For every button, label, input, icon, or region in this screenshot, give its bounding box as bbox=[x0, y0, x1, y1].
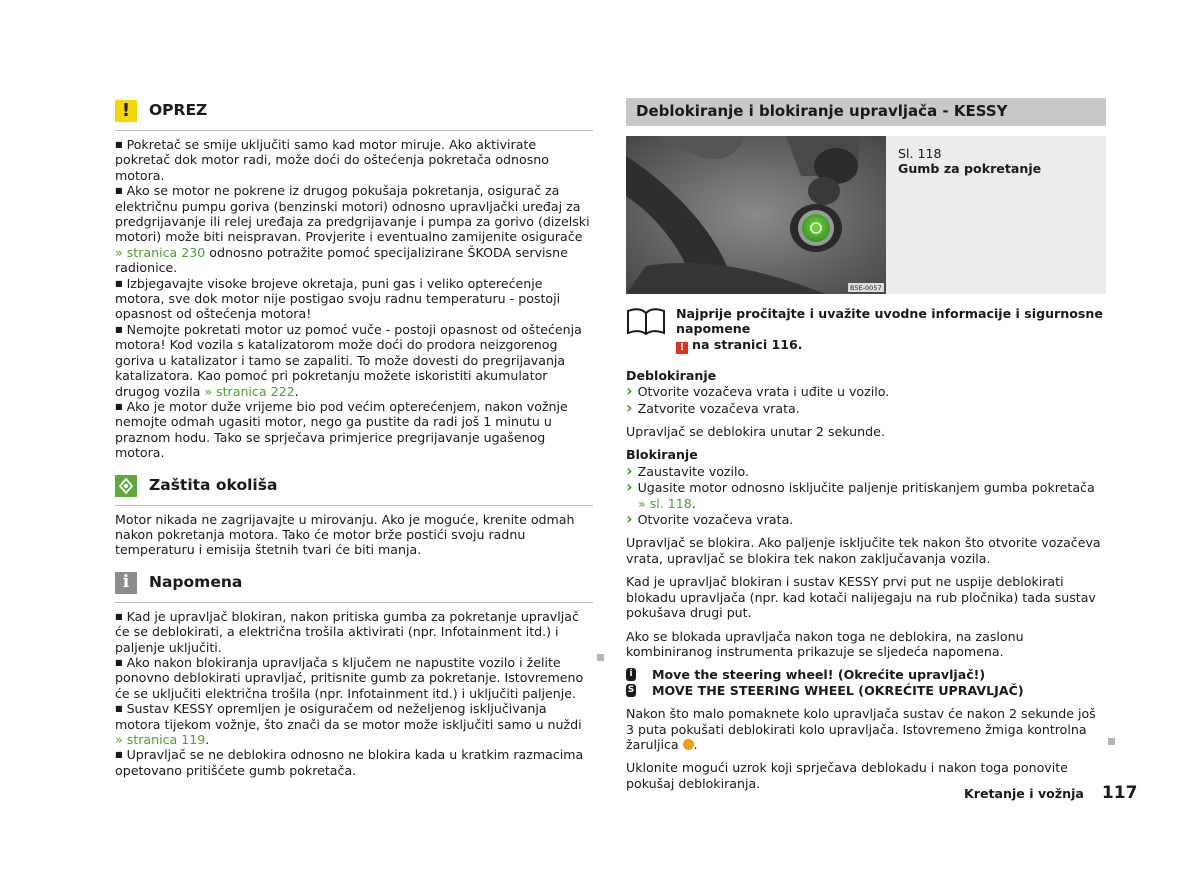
right-column bbox=[626, 98, 1106, 791]
zastita-text: Motor nikada ne zagrijavajte u mirovanju. Ako je moguće, krenite odmah nakon pokretanja motora. Tako će motor brže postići svoju radnu temperaturu i emisija štetnih tvari će biti manja. bbox=[115, 511, 575, 558]
page-link[interactable]: » stranica 119 bbox=[115, 732, 206, 747]
oprez-item-3: ■ Izbjegavajte visoke brojeve okretaja, puni gas i veliko opterećenje motora, sve dok motor nije postigao svoju radnu temperaturu - postoji opasnost od oštećenja motora! bbox=[115, 276, 593, 322]
display-message: S MOVE THE STEERING WHEEL (OKREĆITE UPRAVLJAČ) bbox=[627, 682, 1024, 698]
section-end-marker bbox=[597, 654, 604, 661]
deblokiranje-result: Upravljač se deblokira unutar 2 sekunde. bbox=[626, 424, 885, 440]
napomena-title: Napomena bbox=[149, 573, 243, 592]
start-button-photo bbox=[626, 136, 886, 294]
left-column bbox=[115, 98, 593, 778]
display-info-icon: i bbox=[626, 668, 636, 681]
blokiranje-block bbox=[626, 447, 1106, 527]
divider bbox=[115, 602, 593, 603]
warning-small-icon: ! bbox=[676, 342, 688, 354]
display-messages bbox=[626, 667, 1106, 698]
info-icon: i bbox=[115, 572, 137, 594]
figure-number: Sl. 118 bbox=[898, 146, 942, 161]
paragraph: Uklonite mogući uzrok koji sprječava deblokadu i nakon toga ponovite pokušaj deblokiranja. bbox=[626, 760, 1068, 791]
paragraph: Ako se blokada upravljača nakon toga ne deblokira, na zaslonu kombiniranog instrumenta prikazuje se sljedeća napomena. bbox=[626, 628, 1024, 659]
warning-icon: ! bbox=[115, 100, 137, 122]
napomena-item-4: ■ Upravljač se ne deblokira odnosno ne blokira kada u kratkim razmacima opetovano pritišćete gumb pokretača. bbox=[115, 747, 593, 778]
info-ref: na stranici 116. bbox=[692, 336, 803, 352]
warning-lamp-icon bbox=[683, 739, 694, 750]
paragraph: Kad je upravljač blokiran i sustav KESSY prvi put ne uspije deblokirati blokadu upravljača (npr. kad kotači nalijegaju na rub pločnika) tada sustav pokušava drugi put. bbox=[626, 574, 1096, 621]
oprez-list bbox=[115, 137, 593, 461]
paragraph: Upravljač se blokira. Ako paljenje isključite tek nakon što otvorite vozačeva vrata, upravljač se blokira tek nakon zaključavanja vozila. bbox=[626, 535, 1101, 566]
page-number: 117 bbox=[1101, 783, 1138, 803]
napomena-list bbox=[115, 609, 593, 778]
oprez-item-2: ■ Ako se motor ne pokrene iz drugog pokušaja pokretanja, osigurač za električnu pumpu goriva (benzinski motori) odnosno upravljački uređaj za predgrijavanje ili relej uređaja za predgrijavanje i pumpa za gorivo (dizelski motori) može biti neispravan. Provjerite i eventualno zamijenite osigurače » stranica 230 odnosno potražite pomoć specijalizirane ŠKODA servisne radionice. bbox=[115, 183, 593, 275]
step: › Ugasite motor odnosno isključite paljenje pritiskanjem gumba pokretača » sl. 118. bbox=[626, 479, 1106, 511]
step: › Zatvorite vozačeva vrata. bbox=[626, 400, 1106, 416]
divider bbox=[115, 505, 593, 506]
deblokiranje-heading: Deblokiranje bbox=[626, 367, 717, 383]
book-icon bbox=[626, 306, 666, 336]
oprez-item-5: ■ Ako je motor duže vrijeme bio pod većim opterećenjem, nakon vožnje nemojte odmah ugasiti motor, nego ga pustite da radi još 1 minutu u praznom hodu. Tako se sprječava primjerice pregrijavanje ugašenog motora. bbox=[115, 399, 593, 461]
step: › Otvorite vozačeva vrata i uđite u vozilo. bbox=[626, 383, 1106, 399]
chapter-title: Kretanje i vožnja bbox=[964, 786, 1084, 801]
deblokiranje-block bbox=[626, 368, 1106, 440]
oprez-title: OPREZ bbox=[149, 101, 208, 120]
figure-link[interactable]: » sl. 118 bbox=[638, 495, 692, 511]
page-footer bbox=[964, 783, 1138, 803]
napomena-header bbox=[115, 570, 593, 596]
napomena-item-2: ■ Ako nakon blokiranja upravljača s ključem ne napustite vozilo i želite ponovno deblokirati upravljač, pritisnite gumb za pokretanje. Istovremeno će se uključiti električna trošila (npr. Infotainment itd.) i uključiti paljenje. bbox=[115, 655, 593, 701]
napomena-item-1: ■ Kad je upravljač blokiran, nakon pritiska gumba za pokretanje upravljač će se deblokirati, a električna trošila aktivirati (npr. Infotainment itd.) i paljenje uključiti. bbox=[115, 609, 593, 655]
page-link[interactable]: » stranica 230 bbox=[115, 244, 206, 260]
section-title: Deblokiranje i blokiranje upravljača - KESSY bbox=[626, 98, 1106, 126]
step: › Otvorite vozačeva vrata. bbox=[626, 511, 1106, 527]
zastita-header bbox=[115, 473, 593, 499]
oprez-item-4: ■ Nemojte pokretati motor uz pomoć vuče - postoji opasnost od oštećenja motora! Kod vozila s katalizatorom može doći do prodora neizgorenog goriva u katalizator i tamo se zapaliti. To može dovesti do pregrijavanja katalizatora. Kao pomoć pri pokretanju možete iskoristiti akumulator drugog vozila » stranica 222. bbox=[115, 322, 593, 399]
display-message: i Move the steering wheel! (Okrećite upravljač!) bbox=[626, 667, 1106, 682]
display-steering-icon: S bbox=[627, 684, 635, 695]
section-end-marker bbox=[1108, 738, 1115, 745]
figure-caption bbox=[886, 136, 1041, 294]
info-text: Najprije pročitajte i uvažite uvodne informacije i sigurnosne napomene bbox=[676, 306, 1103, 337]
page-link[interactable]: » stranica 222 bbox=[204, 383, 295, 399]
figure-code: B5E-0057 bbox=[850, 284, 882, 292]
oprez-item-1: ■ Pokretač se smije uključiti samo kad motor miruje. Ako aktivirate pokretač dok motor radi, može doći do oštećenja pokretača odnosno motora. bbox=[115, 137, 593, 183]
paragraph: Nakon što malo pomaknete kolo upravljača sustav će nakon 2 sekunde još 3 puta pokušati deblokirati kolo upravljača. Istovremeno žmiga kontrolna žaruljica . bbox=[626, 706, 1096, 752]
divider bbox=[115, 130, 593, 131]
info-note bbox=[626, 306, 1106, 354]
blokiranje-heading: Blokiranje bbox=[626, 447, 698, 463]
napomena-item-3: ■ Sustav KESSY opremljen je osiguračem od neželjenog isključivanja motora tijekom vožnje, što znači da se motor može isključiti samo u nuždi » stranica 119. bbox=[115, 701, 593, 747]
step: › Zaustavite vozilo. bbox=[626, 463, 1106, 479]
figure-title: Gumb za pokretanje bbox=[898, 161, 1042, 177]
oprez-header bbox=[115, 98, 593, 124]
environment-icon bbox=[115, 475, 137, 497]
figure-block bbox=[626, 136, 1106, 294]
zastita-title: Zaštita okoliša bbox=[149, 475, 278, 494]
